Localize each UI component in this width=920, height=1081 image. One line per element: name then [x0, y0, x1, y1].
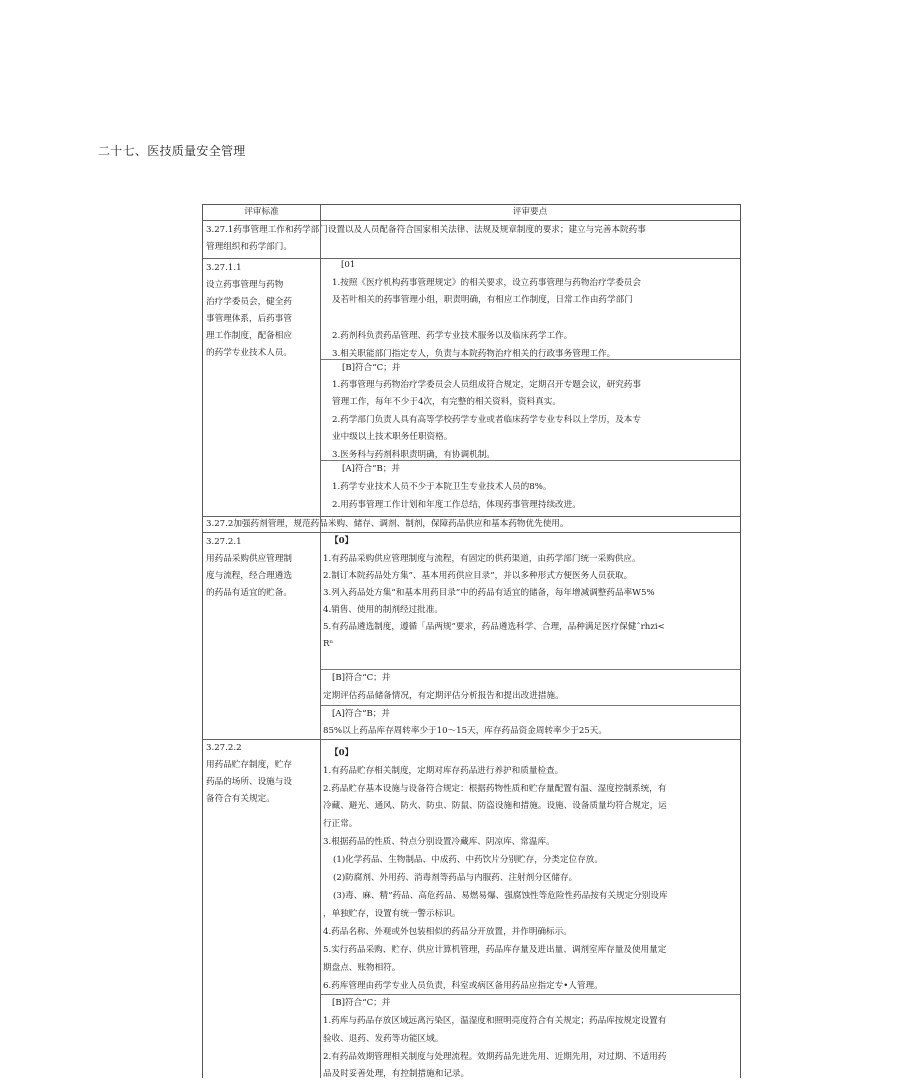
criterion-line: 2.制订本院药品处方集”、基本用药供应目录”，并以多种形式方便医务人员获取。: [323, 571, 633, 581]
criterion-line: (1)化学药品、生物制品、中成药、中药饮片分别贮存，分类定位存放。: [333, 855, 603, 865]
row-divider: [320, 460, 740, 461]
item-desc: 治疗学委员会，健全药: [206, 297, 292, 307]
grade-c-mark: 【0】: [330, 536, 354, 546]
row-divider: [203, 739, 740, 740]
grade-a-mark: [A]符合“B；并: [332, 709, 390, 719]
item-code: 3.27.2.2: [206, 743, 242, 753]
criterion-line: 1.药学专业技术人员不少于本院卫生专业技术人员的8%。: [332, 482, 552, 492]
item-desc: 的药学专业技术人员。: [206, 348, 292, 358]
criterion-line: ，单独贮存，设置有统一警示标识。: [323, 909, 461, 919]
column-divider: [320, 205, 321, 1078]
item-desc: 的药品有适宜的贮备。: [206, 588, 292, 598]
row-divider: [320, 669, 740, 670]
grade-b-mark: [B]符合“C；并: [332, 673, 391, 683]
criterion-line: 4.销售、使用的制剂经过批准。: [323, 605, 443, 615]
item-desc: 备符合有关规定。: [206, 794, 275, 804]
criterion-line: (3)毒、麻、精”药品、高危药品、易燃易爆、强腐蚀性等危险性药品按有关规定分别设库: [333, 891, 668, 901]
item-desc: 度与流程，经合理遴选: [206, 571, 292, 581]
row-divider: [203, 516, 740, 517]
item-desc: 事管理体系，后药事管: [206, 314, 292, 324]
grade-c-mark: [01: [341, 260, 356, 270]
criterion-line: 5.实行药品采购、贮存、供应计算机管理，药品库存量及进出量、调剂室库存量及使用量定: [323, 945, 667, 955]
criterion-line: 1.药事管理与药物治疗学委员会人员组成符合规定，定期召开专题会议，研究药事: [332, 380, 641, 390]
criterion-line: 5.有药品遴选制度，遵循「品两规”要求，药品遴选科学、合理，品种满足医疗保健ˆrhzi<: [323, 622, 665, 632]
criterion-line: 4.药品名称、外观或外包装相似的药品分开放置，并作明确标示。: [323, 927, 572, 937]
criterion-line: 期盘点、账物相符。: [323, 963, 401, 973]
header-points: 评审要点: [512, 207, 548, 217]
row-divider: [203, 532, 740, 533]
grade-c-mark: 【0】: [330, 748, 354, 758]
criterion-line: 定期评估药品储备情况，有定期评估分析报告和提出改进措施。: [323, 691, 564, 701]
item-desc: 用药品采购供应管理制: [206, 554, 292, 564]
grade-b-mark: [B]符合“C；并: [342, 363, 401, 373]
criterion-line: 85%以上药品库存周转率少于10～15天，库存药品资金周转率少于25天。: [323, 726, 607, 736]
item-code: 3.27.2.1: [206, 537, 242, 547]
criterion-line: 验收、退药、发药等功能区域。: [323, 1034, 444, 1044]
grade-b-mark: [B]符合“C；并: [332, 998, 391, 1008]
criterion-line: 6.药库管理由药学专业人员负责，科室或病区备用药品应指定专•人管理。: [323, 981, 603, 991]
criterion-line: 业中级以上技术职务任职资格。: [332, 432, 453, 442]
criterion-line: 2.有药品效期管理相关制度与处理流程。效期药品先进先用、近期先用，对过期、不适用药: [323, 1052, 667, 1062]
criterion-line: 1.按照《医疗机构药事管理规定》的相关要求，设立药事管理与药物治疗学委员会: [332, 278, 641, 288]
page-title: 二十七、医技质量安全管理: [98, 144, 246, 158]
criterion-line: 品及时妥善处理，有控制措施和记录。: [323, 1069, 470, 1079]
criterion-line: 行正常。: [323, 819, 358, 829]
criterion-line: 3.医务科与药剂科职责明确，有协调机制。: [332, 450, 495, 460]
row-divider: [320, 705, 740, 706]
row-divider: [320, 359, 740, 360]
criterion-line: 管理工作，每年不少于4次，有完整的相关资料，资料真实。: [332, 397, 561, 407]
item-desc: 用药品贮存制度，贮存: [206, 760, 292, 770]
item-code: 3.27.1.1: [206, 263, 242, 273]
criterion-line: 2.药剂科负责药品管理、药学专业技术服务以及临床药学工作。: [332, 331, 573, 341]
standards-table: [202, 204, 741, 1078]
row-divider: [203, 258, 740, 259]
criterion-line: 3.相关职能部门指定专人，负责与本院药物治疗相关的行政事务管理工作。: [332, 349, 616, 359]
criterion-line: 2.药学部门负责人具有高等学校药学专业或者临床药学专业专科以上学历，及本专: [332, 415, 641, 425]
criterion-line: 1.有药品采购供应管理制度与流程，有固定的供药渠道，由药学部门统一采购供应。: [323, 554, 641, 564]
criterion-line: 冷藏、避光、通风、防火、防虫、防鼠、防盗设施和措施。设施、设备质量均符合规定，运: [323, 801, 667, 811]
section-heading: 3.27.1药事管理工作和药学部门设置以及人员配备符合国家相关法律、法规及规章制度的要求；建立与完善本院药事: [206, 225, 646, 235]
criterion-line: 2.用药事管理工作计划和年度工作总结，体现药事管理持续改进。: [332, 500, 581, 510]
criterion-line: Rⁿ: [323, 639, 334, 649]
item-desc: 理工作制度，配备相应: [206, 331, 292, 341]
section-heading: 3.27.2加强药剂管理，规范药品米购、储存、调剂、制剂，保障药品供应和基本药物优先使用。: [206, 519, 569, 529]
row-divider: [320, 994, 740, 995]
criterion-line: (2)防腐剂、外用药、消毒剂等药品与内服药、注射剂分区储存。: [333, 873, 578, 883]
section-heading: 管理组织和药学部门。: [206, 242, 292, 252]
criterion-line: 1.有药品贮存相关制度，定期对库存药品进行养护和质量检查。: [323, 766, 564, 776]
criterion-line: 及若叶相关的药事管理小组，职责明确，有相应工作制度，日常工作由药学部门: [332, 295, 633, 305]
criterion-line: 2.药品贮存基本设施与设备符合规定：根据药物性质和贮存量配置有温、湿度控制系统，有: [323, 784, 667, 794]
row-divider: [203, 220, 740, 221]
item-desc: 药品的场所、设施与设: [206, 777, 292, 787]
header-standard: 评审标准: [244, 207, 279, 217]
criterion-line: 3.列入药品处方集”和基本用药目录”中的药品有适宜的储备，每年增减调整药品率W5%: [323, 588, 655, 598]
grade-a-mark: [A]符合“B；并: [342, 464, 400, 474]
item-desc: 设立药事管理与药物: [206, 280, 284, 290]
criterion-line: 3.根据药品的性质、特点分别设置冷藏库、阴凉库、常温库。: [323, 837, 555, 847]
criterion-line: 1.药库与药品存放区域远离污染区，温湿度和照明亮度符合有关规定；药品库按规定设置有: [323, 1016, 667, 1026]
